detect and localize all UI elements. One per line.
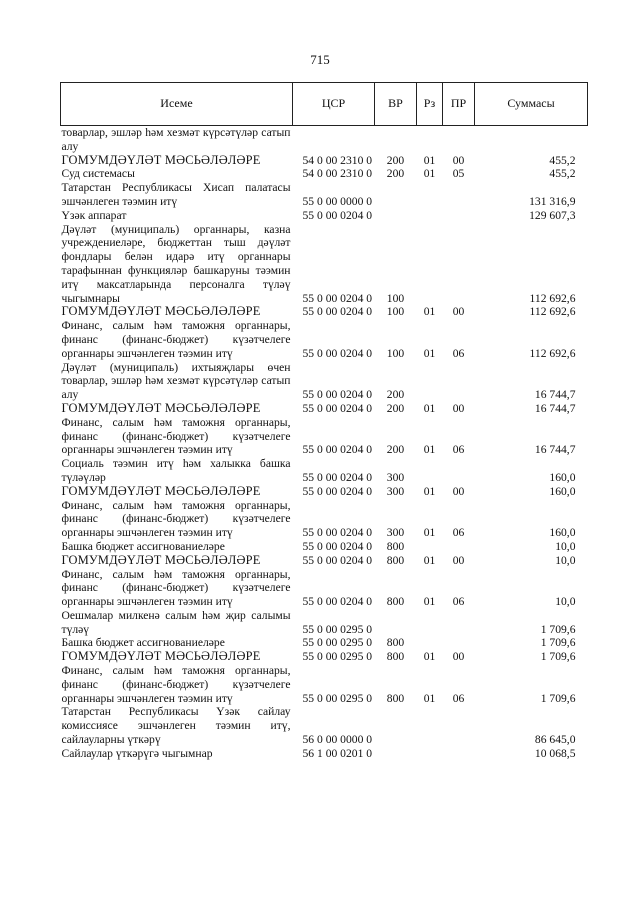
table-row <box>61 223 588 306</box>
cell-name: Финанс, салым һәм таможня органнары, финанс (финанс-бюджет) күзәтчелеге органнары эшчәнлеген тәэмин итү <box>61 415 291 457</box>
cell-csr: 55 0 00 0295 0 <box>302 636 373 650</box>
cell-name: товарлар, эшләр һәм хезмәт күрсәтүләр сатып алу <box>61 126 291 153</box>
cell-vr: 200 <box>386 167 405 181</box>
cell-vr: 200 <box>386 443 405 457</box>
cell-csr: 55 0 00 0204 0 <box>302 208 373 222</box>
cell-csr: 55 0 00 0295 0 <box>302 650 373 664</box>
column-header-csr: ЦСР <box>293 83 375 126</box>
cell-csr: 54 0 00 2310 0 <box>302 153 373 167</box>
table-row <box>61 319 588 360</box>
column-header-sum: Суммасы <box>475 83 588 126</box>
cell-pr <box>443 636 475 650</box>
cell-vr <box>375 181 417 209</box>
table-row <box>61 568 588 609</box>
cell-pr <box>443 705 475 746</box>
table-header <box>61 83 588 126</box>
cell-rz: 01 <box>423 526 436 540</box>
table-row <box>61 305 588 319</box>
cell-csr: 55 0 00 0204 0 <box>302 401 373 415</box>
cell-sum: 10 068,5 <box>534 746 576 760</box>
cell-csr: 55 0 00 0204 0 <box>302 595 373 609</box>
table-body <box>61 126 588 761</box>
cell-rz: 01 <box>423 443 436 457</box>
cell-rz <box>417 609 443 637</box>
cell-rz <box>417 636 443 650</box>
cell-pr <box>443 181 475 209</box>
cell-rz: 01 <box>423 650 436 664</box>
cell-pr: 00 <box>452 305 465 319</box>
cell-vr: 100 <box>386 291 405 305</box>
cell-sum: 1 709,6 <box>540 691 576 705</box>
cell-name: ГОМУМДӘҮЛӘТ МӘСЬӘЛӘЛӘРЕ <box>61 304 261 319</box>
cell-csr: 56 0 00 0000 0 <box>302 733 373 747</box>
cell-vr <box>375 209 417 223</box>
table-row <box>61 402 588 416</box>
cell-rz: 01 <box>423 401 436 415</box>
table-row <box>61 181 588 209</box>
cell-name: Татарстан Республикасы Үзәк сайлау комиссиясе эшчәнлеген тәэмин итү, сайлауларны үткәрү <box>61 705 291 747</box>
cell-vr: 800 <box>386 691 405 705</box>
cell-pr <box>443 609 475 637</box>
cell-csr: 55 0 00 0204 0 <box>302 388 373 402</box>
cell-pr: 00 <box>452 401 465 415</box>
cell-pr: 06 <box>452 443 465 457</box>
cell-name: Башка бюджет ассигнованиеләре <box>61 636 225 650</box>
cell-sum: 131 316,9 <box>529 194 576 208</box>
cell-pr: 00 <box>452 153 465 167</box>
cell-name: ГОМУМДӘҮЛӘТ МӘСЬӘЛӘЛӘРЕ <box>61 152 261 167</box>
cell-pr: 06 <box>452 595 465 609</box>
cell-sum: 1 709,6 <box>540 636 576 650</box>
cell-name: Татарстан Республикасы Хисап палатасы эшчәнлеген тәэмин итү <box>61 181 291 208</box>
cell-csr: 55 0 00 0204 0 <box>302 539 373 553</box>
cell-sum <box>475 126 588 154</box>
cell-rz: 01 <box>423 691 436 705</box>
cell-csr: 55 0 00 0204 0 <box>302 470 373 484</box>
page-number: 715 <box>310 52 330 67</box>
cell-rz <box>417 457 443 485</box>
cell-name: ГОМУМДӘҮЛӘТ МӘСЬӘЛӘЛӘРЕ <box>61 649 261 664</box>
cell-rz: 01 <box>423 346 436 360</box>
cell-name: Финанс, салым һәм таможня органнары, финанс (финанс-бюджет) күзәтчелеге органнары эшчәнлеген тәэмин итү <box>61 498 291 540</box>
cell-sum: 160,0 <box>549 470 576 484</box>
table-row <box>61 554 588 568</box>
table-row <box>61 361 588 402</box>
cell-rz <box>417 747 443 761</box>
cell-sum: 16 744,7 <box>534 388 576 402</box>
cell-rz: 01 <box>423 305 436 319</box>
table-row <box>61 705 588 746</box>
cell-name: ГОМУМДӘҮЛӘТ МӘСЬӘЛӘЛӘРЕ <box>61 483 261 498</box>
cell-pr: 05 <box>452 167 465 181</box>
cell-rz <box>417 126 443 154</box>
cell-csr: 55 0 00 0204 0 <box>302 346 373 360</box>
cell-vr: 800 <box>386 539 405 553</box>
cell-rz <box>417 361 443 402</box>
table-row <box>61 485 588 499</box>
cell-csr: 55 0 00 0295 0 <box>302 691 373 705</box>
cell-vr: 100 <box>386 346 405 360</box>
cell-sum: 16 744,7 <box>534 401 576 415</box>
cell-rz: 01 <box>423 167 436 181</box>
cell-pr: 00 <box>452 650 465 664</box>
cell-vr: 800 <box>386 553 405 567</box>
cell-csr: 56 1 00 0201 0 <box>302 746 373 760</box>
cell-pr: 00 <box>452 484 465 498</box>
cell-name: Суд системасы <box>61 167 135 181</box>
cell-csr: 54 0 00 2310 0 <box>302 167 373 181</box>
cell-name: Дәүләт (муниципаль) ихтыяҗлары өчен товарлар, эшләр һәм хезмәт күрсәтүләр сатып алу <box>61 360 291 402</box>
table-row <box>61 154 588 168</box>
column-header-rz: Рз <box>417 83 443 126</box>
cell-vr: 800 <box>386 636 405 650</box>
cell-name: ГОМУМДӘҮЛӘТ МӘСЬӘЛӘЛӘРЕ <box>61 552 261 567</box>
cell-vr <box>375 126 417 154</box>
cell-pr: 06 <box>452 526 465 540</box>
cell-csr: 55 0 00 0295 0 <box>302 622 373 636</box>
cell-sum: 10,0 <box>555 539 576 553</box>
column-header-name: Исеме <box>61 83 293 126</box>
cell-csr: 55 0 00 0204 0 <box>302 553 373 567</box>
cell-csr: 55 0 00 0204 0 <box>302 291 373 305</box>
cell-pr: 06 <box>452 691 465 705</box>
cell-pr <box>443 540 475 554</box>
cell-name: Башка бюджет ассигнованиеләре <box>61 539 225 553</box>
cell-name: Дәүләт (муниципаль) органнары, казна учреждениеләре, бюджеттан тыш дәүләт фондлары белән идарә итү органнары тарафыннан функцияләр башкаруны тәэмин итү максатларында персоналга түләү чыгымнары <box>61 222 291 305</box>
cell-name: Оешмалар милкенә салым һәм җир салымы түләү <box>61 608 291 636</box>
cell-rz: 01 <box>423 484 436 498</box>
cell-vr: 200 <box>386 153 405 167</box>
cell-pr <box>443 126 475 154</box>
cell-name: Финанс, салым һәм таможня органнары, финанс (финанс-бюджет) күзәтчелеге органнары эшчәнлеген тәэмин итү <box>61 567 291 609</box>
table-row <box>61 650 588 664</box>
cell-rz <box>417 181 443 209</box>
cell-pr <box>443 209 475 223</box>
table-row <box>61 664 588 705</box>
column-header-vr: ВР <box>375 83 417 126</box>
table-row <box>61 167 588 181</box>
header-row <box>61 83 588 126</box>
cell-rz: 01 <box>423 595 436 609</box>
cell-pr: 06 <box>452 346 465 360</box>
cell-vr: 300 <box>386 526 405 540</box>
cell-csr: 55 0 00 0000 0 <box>302 194 373 208</box>
cell-rz <box>417 209 443 223</box>
cell-sum: 10,0 <box>555 553 576 567</box>
cell-sum: 86 645,0 <box>534 733 576 747</box>
cell-csr: 55 0 00 0204 0 <box>302 526 373 540</box>
cell-pr: 00 <box>452 553 465 567</box>
cell-sum: 10,0 <box>555 595 576 609</box>
budget-table <box>60 82 588 761</box>
cell-pr <box>443 361 475 402</box>
table-row <box>61 747 588 761</box>
cell-name: Финанс, салым һәм таможня органнары, финанс (финанс-бюджет) күзәтчелеге органнары эшчәнлеген тәэмин итү <box>61 664 291 705</box>
table-row <box>61 609 588 637</box>
cell-vr <box>375 747 417 761</box>
table-row <box>61 209 588 223</box>
cell-vr: 800 <box>386 595 405 609</box>
cell-sum: 16 744,7 <box>534 443 576 457</box>
cell-sum: 160,0 <box>549 526 576 540</box>
cell-sum: 455,2 <box>549 167 576 181</box>
cell-sum: 112 692,6 <box>529 305 576 319</box>
cell-sum: 160,0 <box>549 484 576 498</box>
cell-vr <box>375 609 417 637</box>
table-row <box>61 499 588 540</box>
cell-rz <box>417 223 443 306</box>
cell-pr <box>443 747 475 761</box>
cell-sum: 129 607,3 <box>529 208 576 222</box>
cell-name: ГОМУМДӘҮЛӘТ МӘСЬӘЛӘЛӘРЕ <box>61 400 261 415</box>
cell-rz <box>417 540 443 554</box>
table-row <box>61 457 588 485</box>
cell-csr <box>293 126 375 154</box>
cell-vr: 100 <box>386 305 405 319</box>
table-row <box>61 126 588 154</box>
cell-sum: 455,2 <box>549 153 576 167</box>
cell-sum: 1 709,6 <box>540 622 576 636</box>
table-row <box>61 540 588 554</box>
cell-name: Социаль тәэмин итү һәм халыкка башка түләүләр <box>61 457 291 484</box>
cell-csr: 55 0 00 0204 0 <box>302 305 373 319</box>
cell-rz: 01 <box>423 153 436 167</box>
cell-rz <box>417 705 443 746</box>
cell-vr <box>375 705 417 746</box>
cell-sum: 112 692,6 <box>529 291 576 305</box>
cell-vr: 200 <box>386 388 405 402</box>
cell-sum: 112 692,6 <box>529 346 576 360</box>
column-header-pr: ПР <box>443 83 475 126</box>
cell-csr: 55 0 00 0204 0 <box>302 443 373 457</box>
cell-vr: 300 <box>386 470 405 484</box>
cell-vr: 800 <box>386 650 405 664</box>
cell-csr: 55 0 00 0204 0 <box>302 484 373 498</box>
cell-name: Финанс, салым һәм таможня органнары, финанс (финанс-бюджет) күзәтчелеге органнары эшчәнлеген тәэмин итү <box>61 319 291 360</box>
cell-pr <box>443 457 475 485</box>
cell-sum: 1 709,6 <box>540 650 576 664</box>
table-row <box>61 416 588 457</box>
cell-rz: 01 <box>423 553 436 567</box>
cell-name: Үзәк аппарат <box>61 208 127 222</box>
cell-name: Сайлаулар үткәрүгә чыгымнар <box>61 746 213 760</box>
cell-pr <box>443 223 475 306</box>
table-row <box>61 636 588 650</box>
cell-vr: 300 <box>386 484 405 498</box>
cell-vr: 200 <box>386 401 405 415</box>
